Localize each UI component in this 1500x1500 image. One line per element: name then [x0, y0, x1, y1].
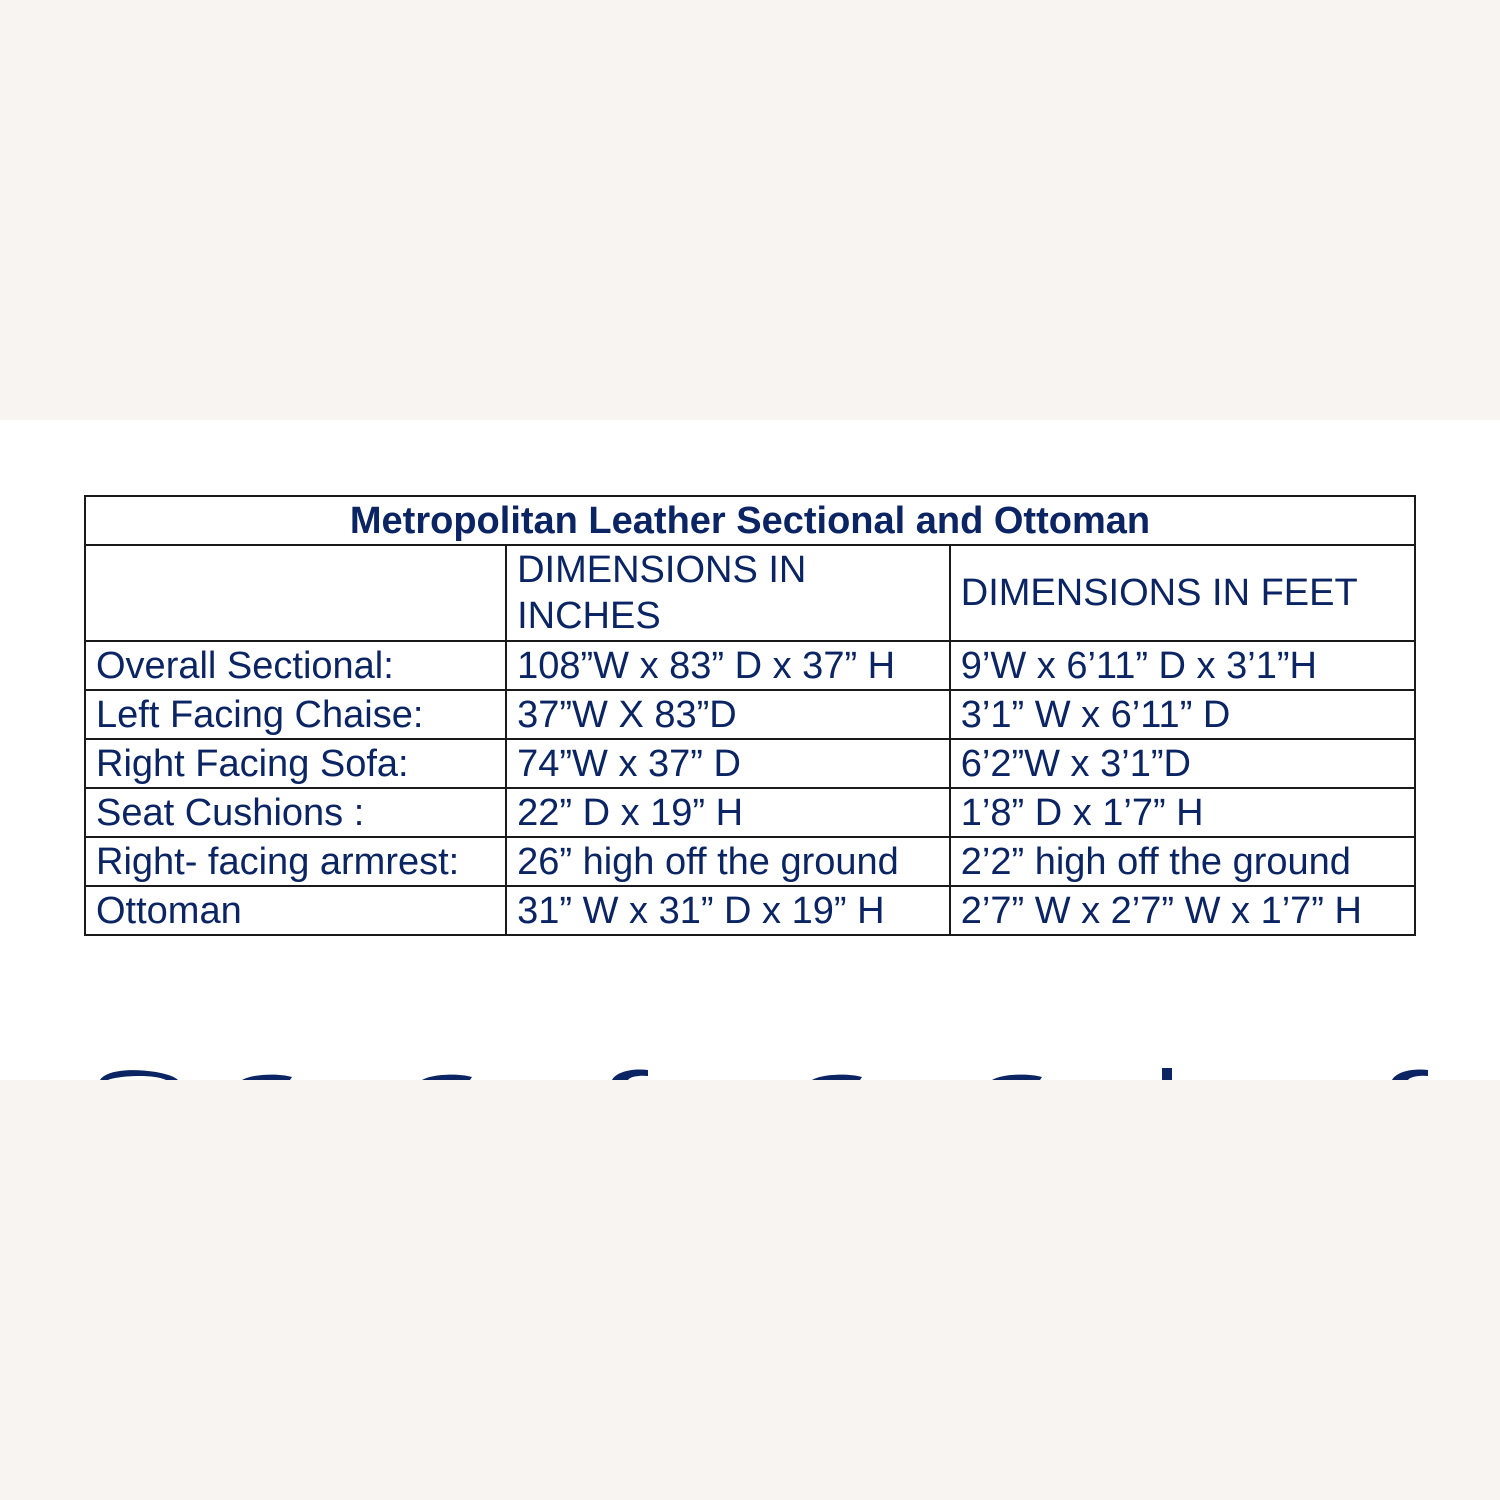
row-inches: 37”W X 83”D	[506, 690, 950, 739]
row-feet: 2’2” high off the ground	[950, 837, 1415, 886]
row-inches: 108”W x 83” D x 37” H	[506, 641, 950, 690]
row-label: Right Facing Sofa:	[85, 739, 506, 788]
clipped-glyph-tops	[92, 1066, 1452, 1080]
table-header-row	[85, 545, 1415, 641]
header-inches: DIMENSIONS IN INCHES	[506, 545, 950, 641]
table-title-row	[85, 496, 1415, 545]
document-sheet	[0, 420, 1500, 1080]
row-feet: 2’7” W x 2’7” W x 1’7” H	[950, 886, 1415, 935]
row-inches: 26” high off the ground	[506, 837, 950, 886]
table-row	[85, 788, 1415, 837]
table-row	[85, 837, 1415, 886]
row-inches: 22” D x 19” H	[506, 788, 950, 837]
row-inches: 31” W x 31” D x 19” H	[506, 886, 950, 935]
row-label: Seat Cushions :	[85, 788, 506, 837]
table-title: Metropolitan Leather Sectional and Ottoman	[85, 496, 1415, 545]
row-label: Right- facing armrest:	[85, 837, 506, 886]
table-row	[85, 641, 1415, 690]
row-feet: 9’W x 6’11” D x 3’1”H	[950, 641, 1415, 690]
row-feet: 6’2”W x 3’1”D	[950, 739, 1415, 788]
row-label: Left Facing Chaise:	[85, 690, 506, 739]
table-row	[85, 886, 1415, 935]
table-row	[85, 690, 1415, 739]
row-label: Overall Sectional:	[85, 641, 506, 690]
dimensions-table	[84, 495, 1416, 936]
table-row	[85, 739, 1415, 788]
header-feet: DIMENSIONS IN FEET	[950, 545, 1415, 641]
row-label: Ottoman	[85, 886, 506, 935]
row-feet: 1’8” D x 1’7” H	[950, 788, 1415, 837]
row-inches: 74”W x 37” D	[506, 739, 950, 788]
header-empty-cell	[85, 545, 506, 641]
clipped-text-fragment	[92, 1066, 1452, 1080]
row-feet: 3’1” W x 6’11” D	[950, 690, 1415, 739]
